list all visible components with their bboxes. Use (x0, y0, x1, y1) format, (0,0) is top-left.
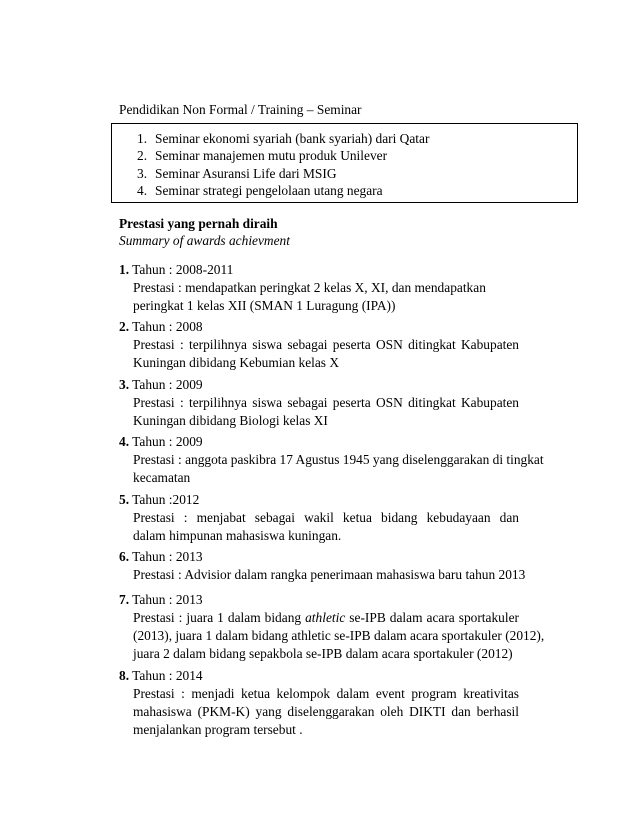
award-entry (119, 667, 519, 739)
award-year: Tahun : 2013 (129, 549, 203, 564)
training-item-number: 4. (137, 183, 148, 199)
training-item-text: Seminar ekonomi syariah (bank syariah) dari Qatar (155, 131, 430, 146)
award-description (119, 566, 526, 584)
award-desc-italic-text: athletic (305, 610, 346, 625)
award-year-line (119, 261, 519, 279)
award-desc-line: peringkat 1 kelas XII (SMAN 1 Luragung (IPA)) (133, 298, 396, 313)
award-desc-line: Kuningan dibidang Kebumian kelas X (133, 355, 340, 370)
training-item-text: Seminar strategi pengelolaan utang negara (155, 183, 383, 199)
award-desc-line: Kuningan dibidang Biologi kelas XI (133, 413, 328, 428)
award-desc-line: Prestasi : anggota paskibra 17 Agustus 1945 yang diselenggarakan di tingkat (133, 452, 544, 467)
training-box (111, 123, 578, 203)
award-entry (119, 491, 519, 545)
non-formal-heading: Pendidikan Non Formal / Training – Seminar (119, 102, 362, 117)
award-desc-line: Prestasi : menjadi ketua kelompok dalam event program kreativitas (133, 686, 519, 701)
award-year: Tahun :2012 (129, 492, 200, 507)
award-year-line (119, 491, 519, 509)
award-description (119, 336, 519, 372)
award-entry (119, 261, 519, 315)
award-year: Tahun : 2008 (129, 319, 203, 334)
award-year-line (119, 548, 519, 566)
award-desc-line: dalam himpunan mahasiswa kuningan. (133, 528, 342, 543)
award-number: 8. (119, 668, 130, 683)
award-desc-line (133, 609, 519, 627)
award-desc-line: Prestasi : Advisior dalam rangka penerimaan mahasiswa baru tahun 2013 (133, 567, 526, 582)
award-description (119, 451, 544, 487)
award-entry (119, 318, 519, 372)
training-item-text: Seminar manajemen mutu produk Unilever (155, 148, 388, 164)
training-item-text: Seminar Asuransi Life dari MSIG (155, 165, 337, 181)
award-desc-line: Prestasi : mendapatkan peringkat 2 kelas X, XI, dan mendapatkan (133, 280, 486, 295)
training-item-number: 2. (137, 148, 148, 164)
award-year-line (119, 318, 519, 336)
award-year-line (119, 667, 519, 685)
award-desc-text: Prestasi : juara 1 dalam bidang (133, 610, 306, 625)
award-number: 7. (119, 592, 130, 607)
training-item-number: 3. (137, 165, 148, 181)
award-year: Tahun : 2008-2011 (129, 262, 234, 277)
award-number: 1. (119, 262, 130, 277)
award-year-line (119, 591, 519, 609)
award-description (119, 685, 519, 739)
award-desc-line: mahasiswa (PKM-K) yang diselenggarakan oleh DIKTI dan berhasil (133, 704, 519, 719)
award-number: 5. (119, 492, 130, 507)
award-description (119, 394, 519, 430)
award-desc-text: se-IPB dalam acara sportakuler (345, 610, 519, 625)
award-number: 2. (119, 319, 130, 334)
award-desc-line: kecamatan (133, 470, 191, 485)
award-number: 4. (119, 434, 130, 449)
award-year-line (119, 376, 519, 394)
award-desc-line: menjalankan program tersebut . (133, 722, 303, 737)
award-desc-line: Prestasi : terpilihnya siswa sebagai peserta OSN ditingkat Kabupaten (133, 395, 519, 410)
award-desc-line: Prestasi : menjabat sebagai wakil ketua bidang kebudayaan dan (133, 510, 519, 525)
award-year: Tahun : 2013 (129, 592, 203, 607)
award-description (119, 509, 519, 545)
award-desc-line: (2013), juara 1 dalam bidang athletic se-IPB dalam acara sportakuler (2012), (133, 628, 545, 643)
award-year: Tahun : 2009 (129, 377, 203, 392)
award-year: Tahun : 2014 (129, 668, 203, 683)
award-number: 6. (119, 549, 130, 564)
award-year: Tahun : 2009 (129, 434, 203, 449)
award-entry (119, 548, 526, 584)
award-number: 3. (119, 377, 130, 392)
award-description (119, 279, 519, 315)
award-entry (119, 591, 545, 663)
awards-title: Prestasi yang pernah diraih (119, 216, 278, 231)
award-entry (119, 376, 519, 430)
award-year-line (119, 433, 519, 451)
award-entry (119, 433, 544, 487)
training-item-number: 1. (137, 131, 148, 146)
awards-subtitle: Summary of awards achievment (119, 233, 290, 248)
award-description (119, 609, 545, 663)
award-desc-line: Prestasi : terpilihnya siswa sebagai peserta OSN ditingkat Kabupaten (133, 337, 519, 352)
award-desc-line: juara 2 dalam bidang sepakbola se-IPB dalam acara sportakuler (2012) (133, 646, 513, 661)
